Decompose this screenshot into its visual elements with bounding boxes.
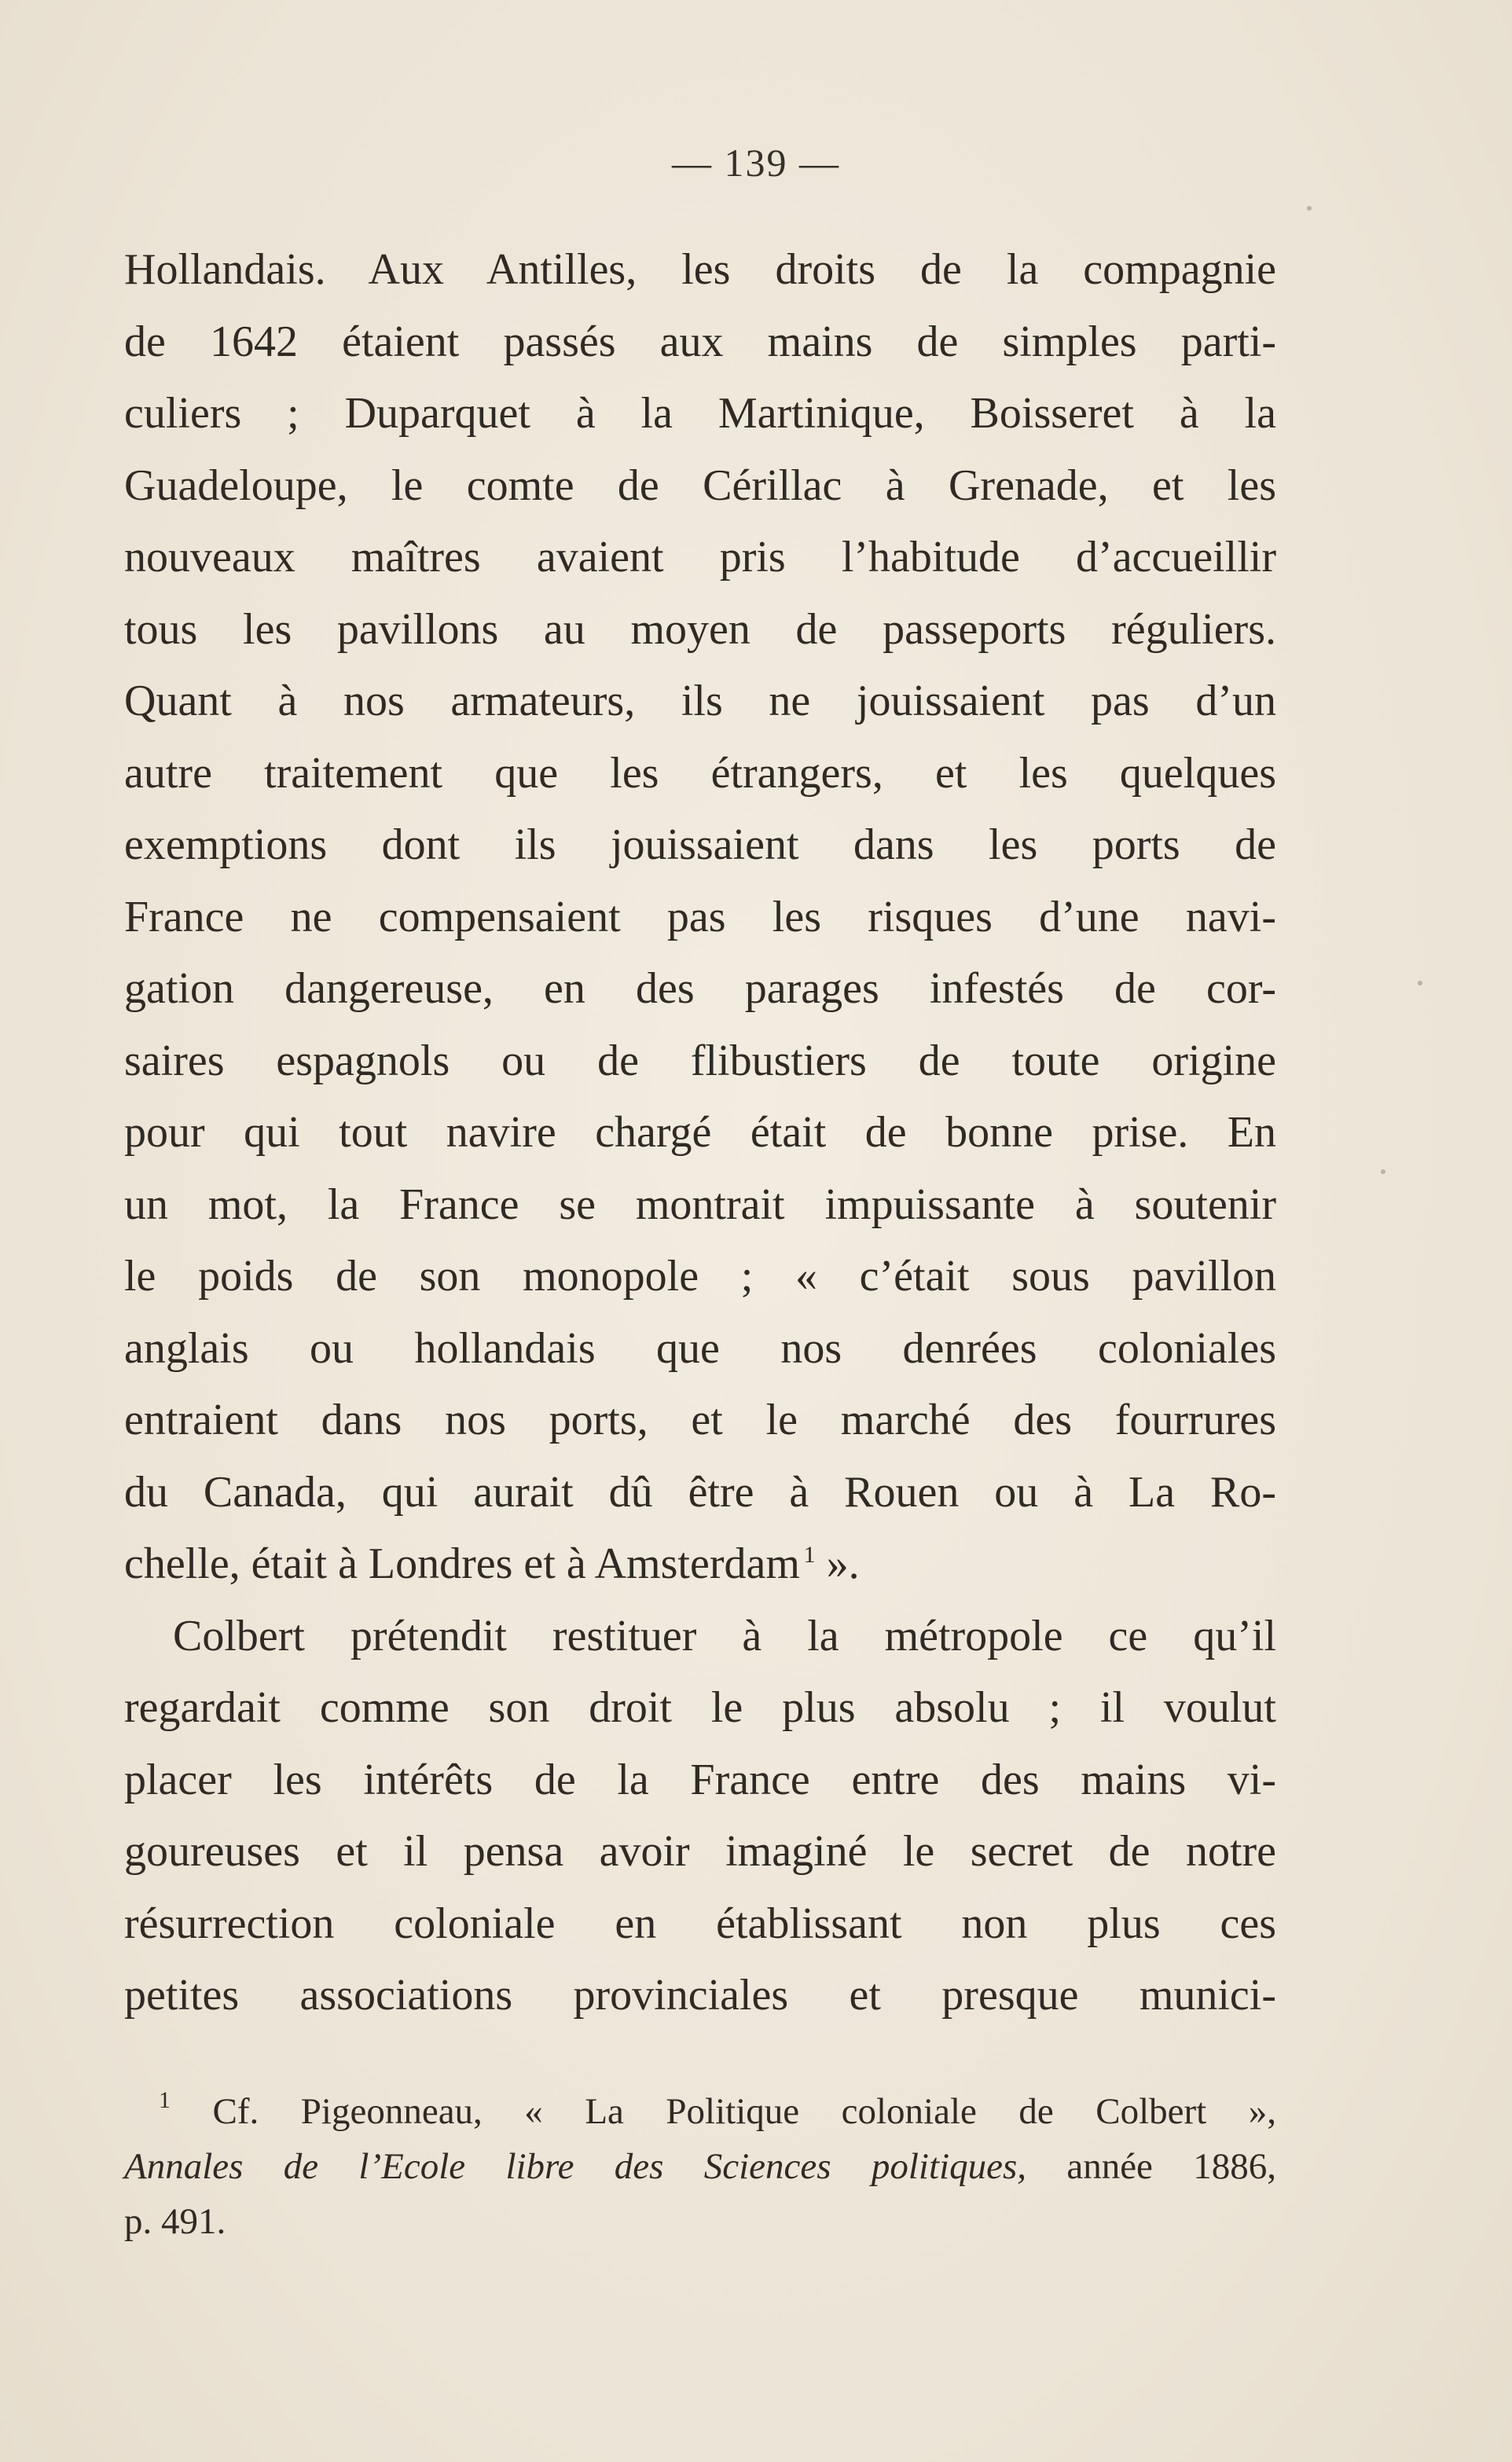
text-line: entraient dans nos ports, et le marché des fourrures xyxy=(124,1396,1276,1444)
text-line: Guadeloupe, le comte de Cérillac à Grenade, et les xyxy=(124,460,1276,510)
footnote-page: p. 491. xyxy=(124,2201,226,2242)
text-line: anglais ou hollandais que nos denrées coloniales xyxy=(124,1323,1276,1373)
text-line: goureuses et il pensa avoir imaginé le secret de notre xyxy=(124,1827,1276,1876)
text-line: pour qui tout navire chargé était de bonne prise. En xyxy=(124,1108,1276,1157)
footnote-line xyxy=(124,2084,1276,2139)
text-line: gation dangereuse, en des parages infestés de cor- xyxy=(124,964,1276,1013)
text-line: du Canada, qui aurait dû être à Rouen ou à La Ro- xyxy=(124,1467,1276,1517)
text-line: Hollandais. Aux Antilles, les droits de la compagnie xyxy=(124,245,1276,294)
footnote-reference: 1 xyxy=(803,1542,816,1568)
body-text xyxy=(124,234,1276,2032)
text-line: exemptions dont ils jouissaient dans les ports de xyxy=(124,820,1276,869)
footnote-text: Cf. Pigeonneau, « La Politique coloniale de Colbert », xyxy=(212,2091,1276,2132)
footnote-journal-title: Annales de l’Ecole libre des Sciences politiques, xyxy=(124,2146,1027,2187)
paper-speck xyxy=(1307,206,1312,211)
text-line: France ne compensaient pas les risques d’une navi- xyxy=(124,892,1276,941)
text-line: nouveaux maîtres avaient pris l’habitude d’accueillir xyxy=(124,533,1276,582)
text-line: de 1642 étaient passés aux mains de simples parti- xyxy=(124,317,1276,366)
paragraph-start-line: Colbert prétendit restituer à la métropole ce qu’il xyxy=(173,1611,1276,1660)
footnote-marker: 1 xyxy=(159,2087,171,2113)
text-line: saires espagnols ou de flibustiers de toute origine xyxy=(124,1036,1276,1085)
text-line: culiers ; Duparquet à la Martinique, Boisseret à la xyxy=(124,389,1276,438)
footnote-year: année 1886, xyxy=(1026,2146,1276,2187)
text-line: placer les intérêts de la France entre des mains vi- xyxy=(124,1755,1276,1804)
text-line: petites associations provinciales et presque munici- xyxy=(124,1971,1276,2020)
text-line: regardait comme son droit le plus absolu ; il voulut xyxy=(124,1683,1276,1732)
quote-close: ». xyxy=(815,1539,860,1588)
text-line-content: chelle, était à Londres et à Amsterdam xyxy=(124,1539,800,1588)
page-number: — 139 — xyxy=(672,141,840,185)
text-line: un mot, la France se montrait impuissante à soutenir xyxy=(124,1180,1276,1229)
text-line: Quant à nos armateurs, ils ne jouissaient pas d’un xyxy=(124,677,1276,725)
paper-speck xyxy=(1418,981,1422,985)
paper-speck xyxy=(1381,1169,1385,1174)
text-line-with-footnote-ref xyxy=(124,1528,1276,1601)
text-line: tous les pavillons au moyen de passeports réguliers. xyxy=(124,604,1276,654)
text-line: résurrection coloniale en établissant non plus ces xyxy=(124,1899,1276,1948)
text-line: autre traitement que les étrangers, et les quelques xyxy=(124,748,1276,798)
text-line: le poids de son monopole ; « c’était sous pavillon xyxy=(124,1252,1276,1301)
footnote xyxy=(124,2084,1276,2249)
footnote-line xyxy=(124,2139,1276,2194)
